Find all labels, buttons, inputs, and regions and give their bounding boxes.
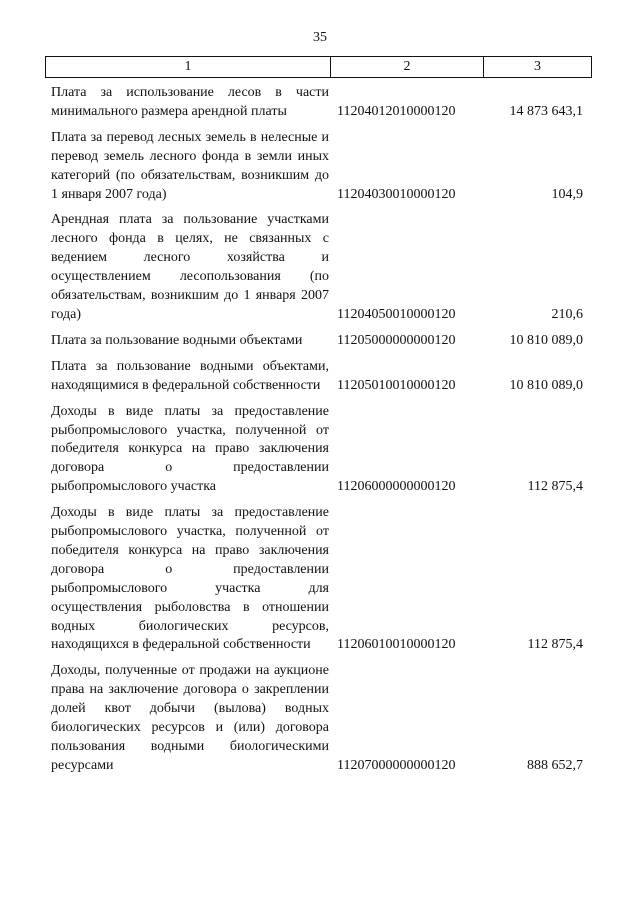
table-row [0, 403, 640, 498]
row-amount: 104,9 [551, 186, 583, 202]
table-header [45, 56, 592, 78]
row-amount: 14 873 643,1 [509, 103, 583, 119]
row-description: Плата за использование лесов в части минимального размера арендной платы [51, 85, 329, 119]
row-code: 11205010010000120 [337, 377, 456, 393]
row-description: Доходы, полученные от продажи на аукционе права на заключение договора о закреплении долей квот добычи (вылова) водных биологических ресурсов и (или) договора пользования водными биологическими ресурсами [51, 663, 329, 773]
row-amount: 112 875,4 [527, 637, 583, 653]
table-row [0, 211, 640, 324]
row-code: 11204050010000120 [337, 306, 456, 322]
table-row [0, 504, 640, 655]
table-row [0, 84, 640, 122]
table-row [0, 332, 640, 351]
row-amount: 112 875,4 [527, 479, 583, 495]
table-body [0, 84, 640, 783]
row-amount: 10 810 089,0 [509, 332, 583, 348]
row-amount: 888 652,7 [527, 757, 583, 773]
table-row [0, 662, 640, 775]
row-description: Плата за перевод лесных земель в нелесные и перевод земель лесного фонда в земли иных категорий (по обязательствам, возникшим до 1 января 2007 года) [51, 129, 329, 202]
row-code: 11204030010000120 [337, 186, 456, 202]
table-row [0, 129, 640, 205]
row-code: 11205000000000120 [337, 332, 456, 348]
row-description: Арендная плата за пользование участками лесного фонда в целях, не связанных с ведением лесного хозяйства и осуществлением лесопользования (по обязательствам, возникшим до 1 января 2007 года) [51, 212, 329, 322]
page-number: 35 [313, 30, 327, 45]
header-col-1: 1 [46, 57, 331, 77]
header-col-2: 2 [331, 57, 484, 77]
row-description: Доходы в виде платы за предоставление рыбопромыслового участка, полученной от победителя конкурса на право заключения договора о предоставлении рыбопромыслового участка для осуществления рыболовства в отношении водных биологических ресурсов, находящихся в федеральной собственности [51, 505, 329, 653]
row-description: Плата за пользование водными объектами, находящимися в федеральной собственности [51, 358, 329, 393]
row-code: 11206000000000120 [337, 479, 456, 495]
row-code: 11206010010000120 [337, 637, 456, 653]
row-description: Плата за пользование водными объектами [51, 332, 303, 348]
row-code: 11204012010000120 [337, 103, 456, 119]
table-row [0, 358, 640, 396]
header-col-3: 3 [534, 59, 541, 74]
row-amount: 210,6 [551, 306, 583, 322]
row-code: 11207000000000120 [337, 757, 456, 773]
row-amount: 10 810 089,0 [509, 377, 583, 393]
row-description: Доходы в виде платы за предоставление рыбопромыслового участка, полученной от победителя конкурса на право заключения договора о предоставлении рыбопромыслового участка [51, 403, 329, 495]
